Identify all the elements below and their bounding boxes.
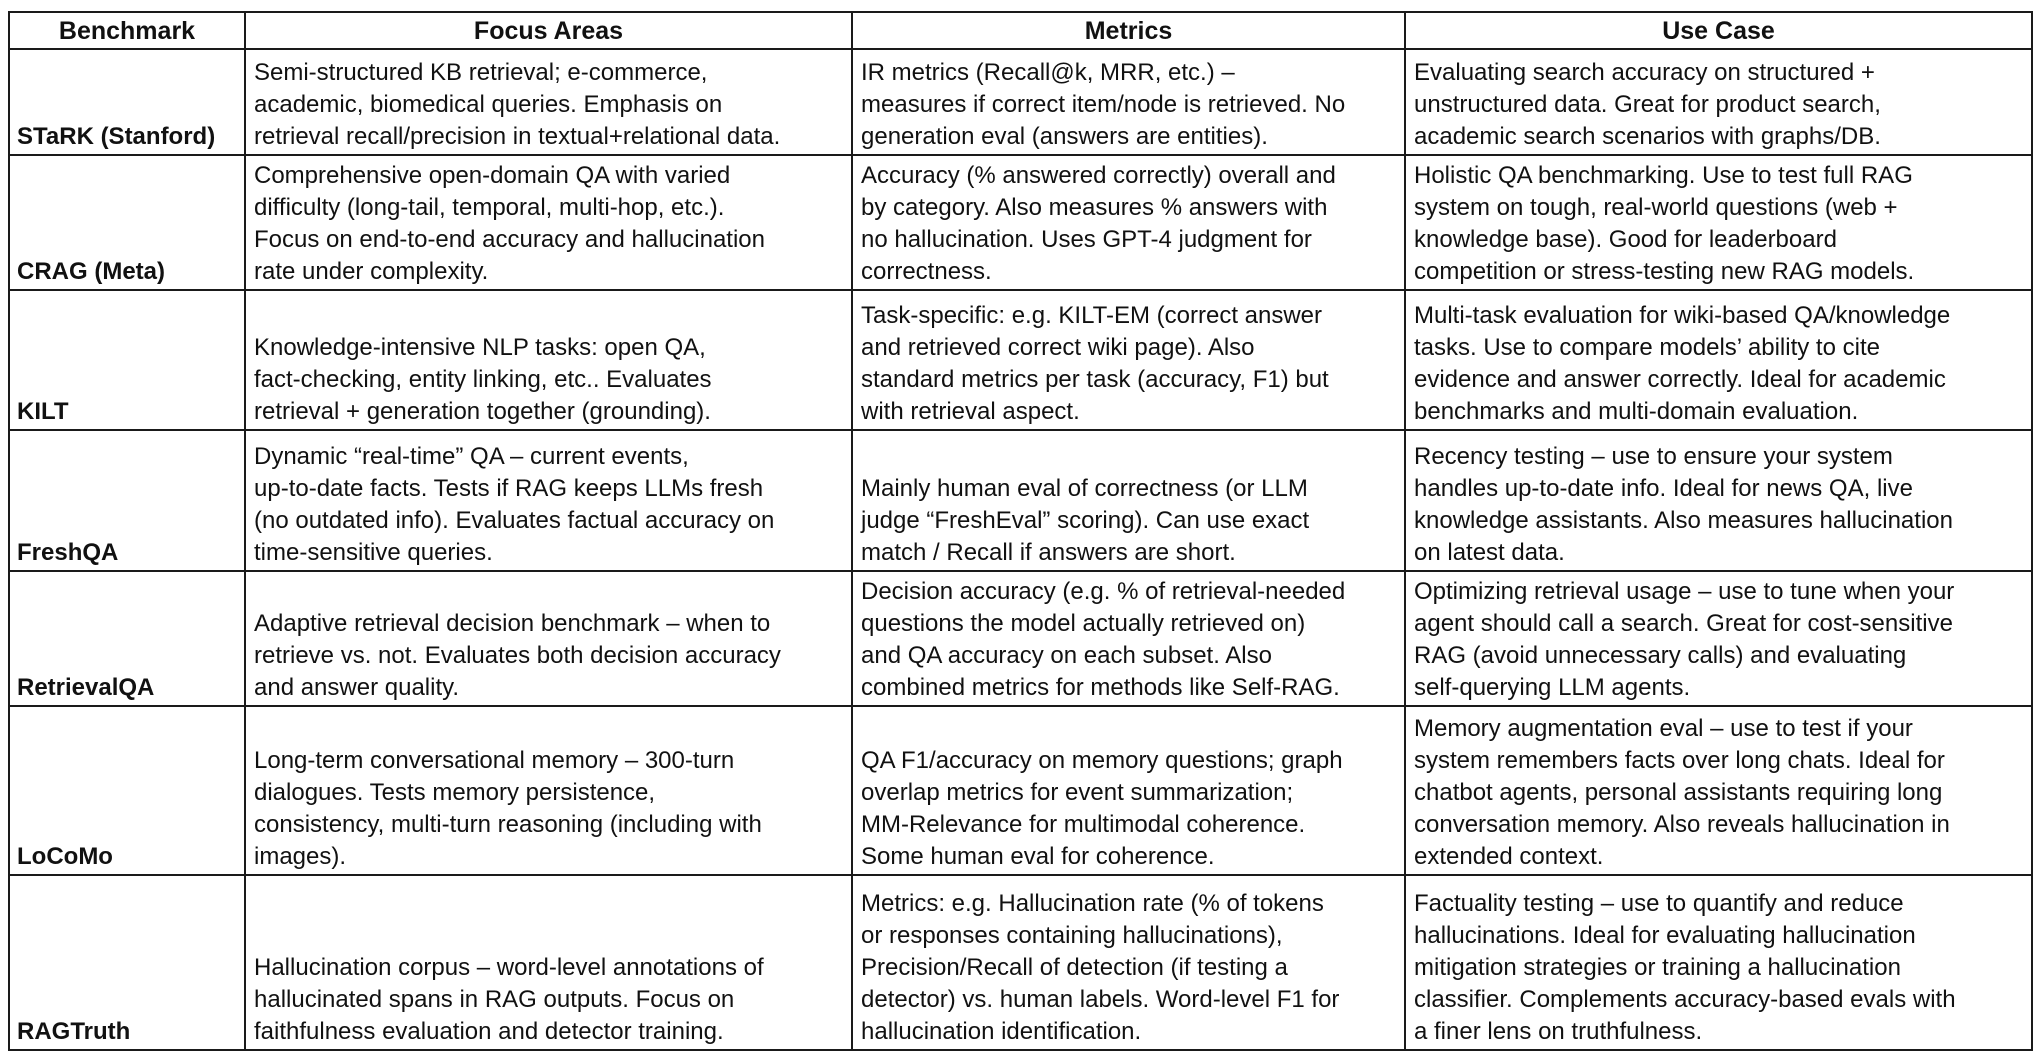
table-row — [9, 430, 2032, 570]
header-row — [9, 12, 2032, 49]
metrics-cell: QA F1/accuracy on memory questions; graph overlap metrics for event summarization; MM-Relevance for multimodal coherence. Some human eval for coherence. — [852, 706, 1405, 875]
header-benchmark: Benchmark — [9, 12, 245, 49]
focus-areas-cell: Long-term conversational memory – 300-turn dialogues. Tests memory persistence, consistency, multi-turn reasoning (including with images). — [245, 706, 852, 875]
benchmark-name: FreshQA — [9, 430, 245, 570]
table-row — [9, 571, 2032, 706]
metrics-cell: Accuracy (% answered correctly) overall and by category. Also measures % answers with no hallucination. Uses GPT-4 judgment for correctness. — [852, 155, 1405, 290]
use-case-cell: Evaluating search accuracy on structured + unstructured data. Great for product search, academic search scenarios with graphs/DB. — [1405, 49, 2032, 155]
benchmark-table — [8, 11, 2033, 1051]
use-case-cell: Multi-task evaluation for wiki-based QA/knowledge tasks. Use to compare models’ ability to cite evidence and answer correctly. Ideal for academic benchmarks and multi-domain evaluation. — [1405, 290, 2032, 430]
metrics-cell: Metrics: e.g. Hallucination rate (% of tokens or responses containing hallucinations), Precision/Recall of detection (if testing a detector) vs. human labels. Word-level F1 for hallucination identification. — [852, 875, 1405, 1050]
benchmark-name: KILT — [9, 290, 245, 430]
use-case-cell: Holistic QA benchmarking. Use to test full RAG system on tough, real-world questions (web + knowledge base). Good for leaderboard competition or stress-testing new RAG models. — [1405, 155, 2032, 290]
use-case-cell: Optimizing retrieval usage – use to tune when your agent should call a search. Great for cost-sensitive RAG (avoid unnecessary calls) and evaluating self-querying LLM agents. — [1405, 571, 2032, 706]
benchmark-name: STaRK (Stanford) — [9, 49, 245, 155]
benchmark-name: CRAG (Meta) — [9, 155, 245, 290]
metrics-cell: Mainly human eval of correctness (or LLM judge “FreshEval” scoring). Can use exact match / Recall if answers are short. — [852, 430, 1405, 570]
table-row — [9, 49, 2032, 155]
benchmark-name: LoCoMo — [9, 706, 245, 875]
table-row — [9, 155, 2032, 290]
header-use-case: Use Case — [1405, 12, 2032, 49]
header-metrics: Metrics — [852, 12, 1405, 49]
focus-areas-cell: Adaptive retrieval decision benchmark – when to retrieve vs. not. Evaluates both decision accuracy and answer quality. — [245, 571, 852, 706]
focus-areas-cell: Knowledge-intensive NLP tasks: open QA, fact-checking, entity linking, etc.. Evaluates retrieval + generation together (grounding). — [245, 290, 852, 430]
benchmark-name: RetrievalQA — [9, 571, 245, 706]
focus-areas-cell: Comprehensive open-domain QA with varied difficulty (long-tail, temporal, multi-hop, etc.). Focus on end-to-end accuracy and hallucination rate under complexity. — [245, 155, 852, 290]
table-row — [9, 875, 2032, 1050]
metrics-cell: IR metrics (Recall@k, MRR, etc.) – measures if correct item/node is retrieved. No generation eval (answers are entities). — [852, 49, 1405, 155]
header-focus-areas: Focus Areas — [245, 12, 852, 49]
focus-areas-cell: Semi-structured KB retrieval; e-commerce, academic, biomedical queries. Emphasis on retrieval recall/precision in textual+relational data. — [245, 49, 852, 155]
use-case-cell: Factuality testing – use to quantify and reduce hallucinations. Ideal for evaluating hallucination mitigation strategies or training a hallucination classifier. Complements accuracy-based evals with a finer lens on truthfulness. — [1405, 875, 2032, 1050]
table-row — [9, 706, 2032, 875]
use-case-cell: Memory augmentation eval – use to test if your system remembers facts over long chats. Ideal for chatbot agents, personal assistants requiring long conversation memory. Also reveals hallucination in extended context. — [1405, 706, 2032, 875]
focus-areas-cell: Dynamic “real-time” QA – current events, up-to-date facts. Tests if RAG keeps LLMs fresh (no outdated info). Evaluates factual accuracy on time-sensitive queries. — [245, 430, 852, 570]
table-row — [9, 290, 2032, 430]
use-case-cell: Recency testing – use to ensure your system handles up-to-date info. Ideal for news QA, live knowledge assistants. Also measures hallucination on latest data. — [1405, 430, 2032, 570]
metrics-cell: Task-specific: e.g. KILT-EM (correct answer and retrieved correct wiki page). Also standard metrics per task (accuracy, F1) but with retrieval aspect. — [852, 290, 1405, 430]
benchmark-name: RAGTruth — [9, 875, 245, 1050]
metrics-cell: Decision accuracy (e.g. % of retrieval-needed questions the model actually retrieved on) and QA accuracy on each subset. Also combined metrics for methods like Self-RAG. — [852, 571, 1405, 706]
focus-areas-cell: Hallucination corpus – word-level annotations of hallucinated spans in RAG outputs. Focus on faithfulness evaluation and detector training. — [245, 875, 852, 1050]
